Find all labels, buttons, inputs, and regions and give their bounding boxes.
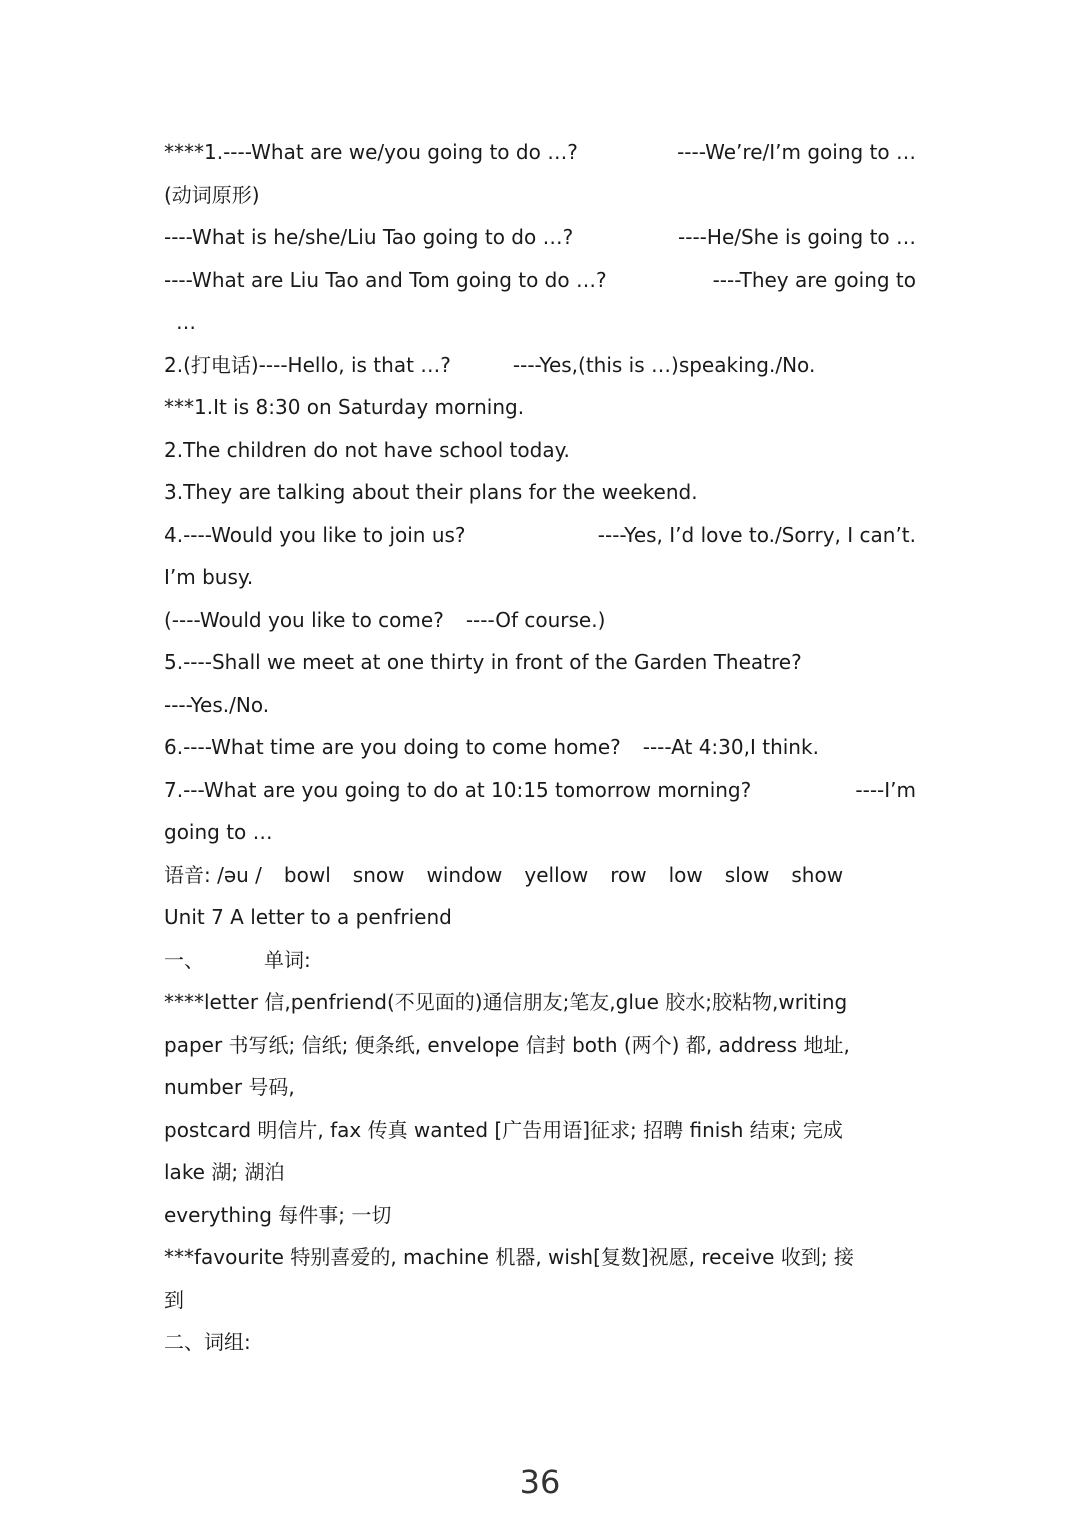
- line-10: [164, 514, 916, 557]
- section-title-phrases: 二、词组:: [164, 1330, 251, 1354]
- line-7: [164, 386, 916, 429]
- vocab-line: lake 湖; 湖泊: [164, 1160, 285, 1184]
- question-join-us: 4.----Would you like to join us?: [164, 522, 466, 547]
- line-15: [164, 726, 916, 769]
- vocab-line: ***favourite 特别喜爱的, machine 机器, wish[复数]祝愿, receive 收到; 接: [164, 1245, 854, 1269]
- phonics-word: low: [668, 862, 703, 887]
- answer-he-she: ----He/She is going to …: [678, 225, 916, 249]
- line-8: [164, 429, 916, 472]
- line-4: [164, 259, 916, 302]
- page-body: [164, 131, 916, 1364]
- section-one-heading: [164, 939, 916, 982]
- line-25: [164, 1151, 916, 1194]
- line-9: [164, 471, 916, 514]
- vocab-line: postcard 明信片, fax 传真 wanted [广告用语]征求; 招聘 finish 结束; 完成: [164, 1117, 843, 1142]
- answer-going-to: ----We’re/I’m going to …: [677, 140, 916, 164]
- line-12: [164, 599, 916, 642]
- question-tomorrow-morning: 7.---What are you going to do at 10:15 tomorrow morning?: [164, 777, 752, 802]
- section-title-vocabulary: 单词:: [264, 947, 311, 972]
- answer-going-to-continued: going to …: [164, 820, 273, 844]
- line-27: [164, 1236, 916, 1279]
- line-17: [164, 811, 916, 854]
- phonics-label: 语音: /əu /: [164, 862, 262, 887]
- line-1: [164, 131, 916, 174]
- line-2: [164, 174, 916, 217]
- section-two-heading: [164, 1321, 916, 1364]
- line-23: [164, 1066, 916, 1109]
- phonics-word: show: [791, 862, 844, 887]
- answer-they: ----They are going to: [712, 267, 916, 292]
- question-what-time: 6.----What time are you doing to come home?: [164, 735, 621, 759]
- phonics-word: bowl: [283, 862, 331, 887]
- phonics-word: slow: [724, 862, 770, 887]
- line-3: [164, 216, 916, 259]
- sentence-2: 2.The children do not have school today.: [164, 437, 570, 462]
- line-21: [164, 981, 916, 1024]
- line-28: [164, 1279, 916, 1322]
- vocab-line: paper 书写纸; 信纸; 便条纸, envelope 信封 both (两个) 都, address 地址,: [164, 1032, 850, 1057]
- answer-of-course: ----Of course.): [465, 607, 606, 632]
- phonics-word: window: [426, 862, 503, 887]
- unit-title: [164, 896, 916, 939]
- vocab-line: everything 每件事; 一切: [164, 1202, 392, 1227]
- sentence-3: 3.They are talking about their plans for the weekend.: [164, 480, 698, 504]
- line-13: [164, 641, 916, 684]
- answer-join-us: ----Yes, I’d love to./Sorry, I can’t.: [597, 522, 916, 547]
- phonics-word: snow: [352, 862, 405, 887]
- line-6: [164, 344, 916, 387]
- phonics-line: [164, 854, 916, 897]
- line-5: [164, 301, 916, 344]
- question-going-to-do: ****1.----What are we/you going to do …?: [164, 140, 578, 164]
- question-he-she: ----What is he/she/Liu Tao going to do …?: [164, 225, 574, 249]
- vocab-line: 到: [164, 1287, 184, 1312]
- line-14: [164, 684, 916, 727]
- line-26: [164, 1194, 916, 1237]
- vocab-line: number 号码,: [164, 1075, 295, 1099]
- question-shall-we-meet: 5.----Shall we meet at one thirty in front of the Garden Theatre?: [164, 650, 802, 674]
- note-verb-base-form: (动词原形): [164, 182, 260, 207]
- phone-answer: ----Yes,(this is …)speaking./No.: [512, 352, 816, 377]
- question-come: (----Would you like to come?: [164, 607, 444, 632]
- sentence-1: ***1.It is 8:30 on Saturday morning.: [164, 395, 525, 419]
- line-24: [164, 1109, 916, 1152]
- line-22: [164, 1024, 916, 1067]
- phonics-word: yellow: [524, 862, 589, 887]
- section-number: 一、: [164, 947, 204, 972]
- phonics-word: row: [610, 862, 647, 887]
- line-16: [164, 769, 916, 812]
- page-number: 36: [519, 1463, 561, 1501]
- answer-what-time: ----At 4:30,I think.: [642, 735, 819, 759]
- answer-yes-no: ----Yes./No.: [164, 692, 270, 717]
- unit-heading: Unit 7 A letter to a penfriend: [164, 905, 452, 929]
- question-they: ----What are Liu Tao and Tom going to do …?: [164, 267, 607, 292]
- answer-busy: I’m busy.: [164, 565, 254, 589]
- phone-question: 2.(打电话)----Hello, is that …?: [164, 352, 451, 377]
- answer-tomorrow-morning: ----I’m: [855, 777, 916, 802]
- ellipsis-continuation: …: [176, 310, 196, 334]
- vocab-line: ****letter 信,penfriend(不见面的)通信朋友;笔友,glue 胶水;胶粘物,writing: [164, 990, 848, 1014]
- line-11: [164, 556, 916, 599]
